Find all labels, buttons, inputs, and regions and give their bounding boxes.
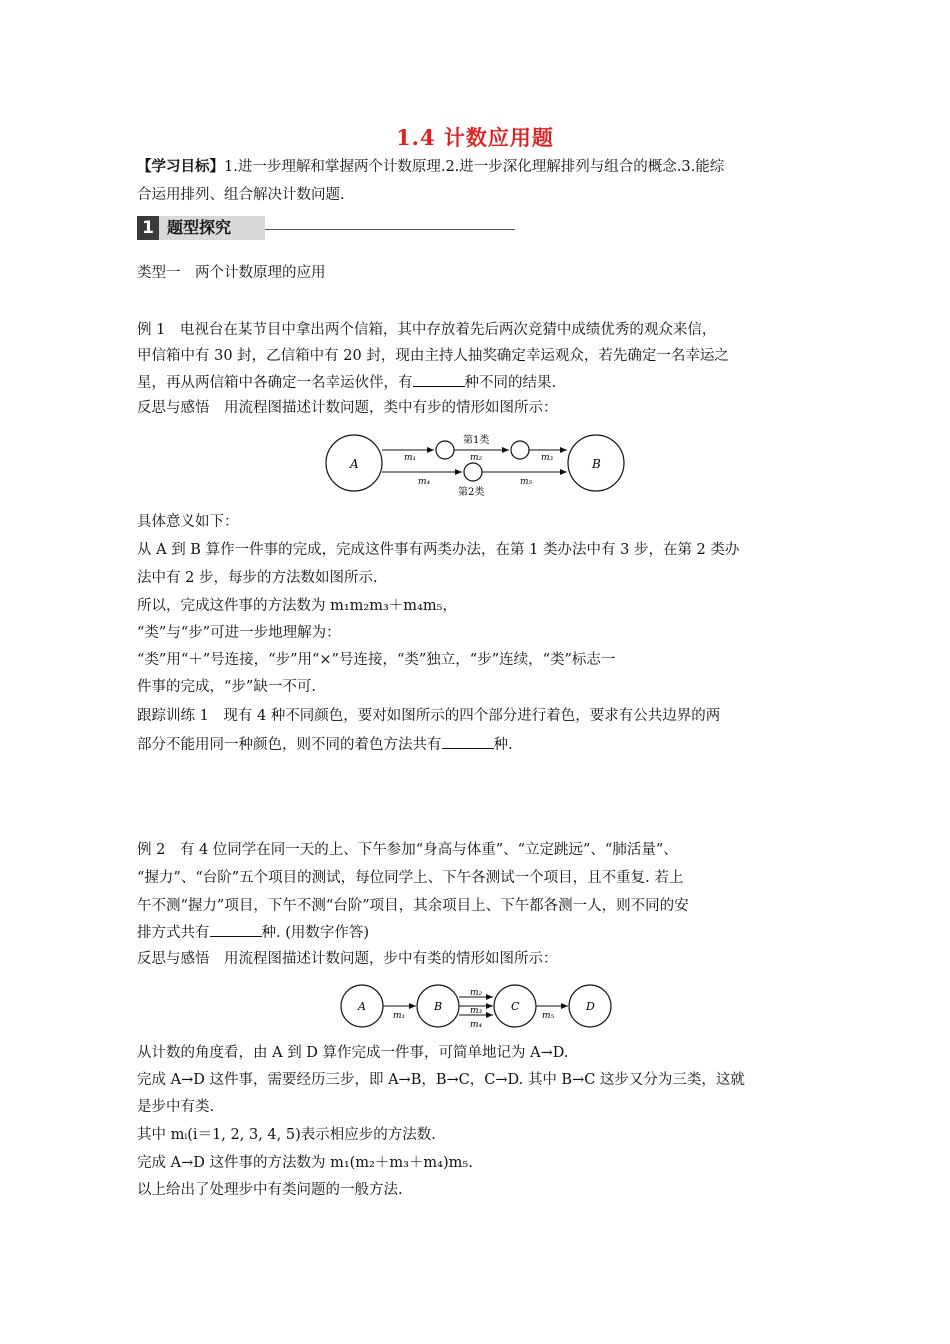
step-node-3 — [464, 463, 482, 481]
node-b2-label: B — [434, 1000, 443, 1013]
meaning-line-6: “类”用“＋”号连接，“步”用“×”号连接，“类”独立，“步”连续，“类”标志一 — [137, 652, 616, 668]
m5-label: m₅ — [520, 477, 533, 487]
example-1-text-a: 星，再从两信箱中各确定一名幸运伙伴，有 — [137, 375, 413, 391]
reflection-1: 反思与感悟 用流程图描述计数问题，类中有步的情形如图所示： — [137, 400, 558, 416]
training-1-line-1: 跟踪训练 1 现有 4 种不同颜色，要对如图所示的四个部分进行着色，要求有公共边界的两 — [137, 708, 721, 724]
example-2-line-2: “握力”、“台阶”五个项目的测试，每位同学上、下午各测试一个项目，且不重复. 若上 — [137, 870, 684, 886]
section-divider — [265, 229, 515, 230]
objectives-text-1: 1.进一步理解和掌握两个计数原理.2.进一步深化理解排列与组合的概念.3.能综 — [224, 159, 725, 175]
flowchart-categories-steps — [320, 428, 630, 498]
example-2-line-4 — [137, 922, 369, 943]
category-2-label: 第2类 — [458, 487, 485, 498]
m1-label-2: m₁ — [393, 1011, 406, 1021]
section-label: 题型探究 — [167, 218, 232, 237]
answer-blank-2 — [442, 734, 494, 749]
meaning-line-3: 法中有 2 步，每步的方法数如图所示. — [137, 570, 378, 586]
example-2-line-1: 例 2 有 4 位同学在同一天的上、下午参加“身高与体重”、“立定跳远”、“肺活量”、 — [137, 842, 678, 858]
meaning-line-1: 具体意义如下： — [137, 514, 239, 530]
answer-blank-1 — [413, 372, 465, 387]
m4-label-2: m₄ — [470, 1020, 483, 1030]
m2-label-2: m₂ — [470, 988, 483, 998]
section-number: 1 — [137, 216, 159, 240]
node-a2-label: A — [358, 1000, 366, 1013]
m4-label: m₄ — [418, 477, 431, 487]
learning-objectives-line-1 — [137, 157, 724, 177]
tail-line-6: 以上给出了处理步中有类问题的一般方法. — [137, 1182, 403, 1198]
m3-label: m₃ — [541, 453, 554, 463]
example-1-line-3 — [137, 372, 556, 393]
example-1-line-1: 例 1 电视台在某节目中拿出两个信箱，其中存放着先后两次竞猜中成绩优秀的观众来信， — [137, 322, 717, 338]
m3-label-2: m₃ — [470, 1006, 483, 1016]
node-c2-label: C — [511, 1000, 520, 1013]
example-2-text-b: 种. (用数字作答) — [261, 925, 370, 941]
meaning-line-5: “类”与“步”可进一步地理解为： — [137, 625, 341, 641]
m2-label: m₂ — [470, 453, 483, 463]
step-node-2 — [511, 441, 529, 459]
node-d2-label: D — [586, 1000, 595, 1013]
example-1-line-2: 甲信箱中有 30 封，乙信箱中有 20 封，现由主持人抽奖确定幸运观众，若先确定一名幸运之 — [137, 348, 729, 364]
section-heading — [137, 216, 265, 240]
training-1-text-b: 种. — [493, 737, 513, 753]
answer-blank-3 — [210, 922, 262, 937]
m1-label: m₁ — [404, 453, 417, 463]
training-1-text-a: 部分不能用同一种颜色，则不同的着色方法共有 — [137, 737, 442, 753]
m5-label-2: m₅ — [542, 1011, 555, 1021]
tail-line-3: 是步中有类. — [137, 1099, 215, 1115]
node-a-label: A — [350, 457, 359, 471]
tail-line-1: 从计数的角度看，由 A 到 D 算作完成一件事，可简单地记为 A→D. — [137, 1045, 569, 1061]
learning-objectives-line-2: 合运用排列、组合解决计数问题. — [137, 187, 345, 203]
tail-line-2: 完成 A→D 这件事，需要经历三步，即 A→B，B→C，C→D. 其中 B→C 这步又分为三类，这就 — [137, 1072, 745, 1088]
tail-line-4: 其中 mᵢ(i＝1, 2, 3, 4, 5)表示相应步的方法数. — [137, 1127, 436, 1143]
category-1-label: 第1类 — [463, 435, 490, 446]
page-title: 1.4 计数应用题 — [396, 125, 554, 150]
type-one-heading: 类型一 两个计数原理的应用 — [137, 265, 326, 281]
step-node-1 — [436, 441, 454, 459]
reflection-2: 反思与感悟 用流程图描述计数问题，步中有类的情形如图所示： — [137, 951, 558, 967]
meaning-line-2: 从 A 到 B 算作一件事的完成，完成这件事有两类办法，在第 1 类办法中有 3 步，在第 2 类办 — [137, 542, 740, 558]
objectives-label: 【学习目标】 — [137, 158, 224, 175]
example-2-text-a: 排方式共有 — [137, 925, 210, 941]
node-b-label: B — [592, 457, 601, 471]
example-2-line-3: 午不测“握力”项目，下午不测“台阶”项目，其余项目上、下午都各测一人，则不同的安 — [137, 898, 689, 914]
tail-line-5: 完成 A→D 这件事的方法数为 m₁(m₂＋m₃＋m₄)m₅. — [137, 1155, 473, 1171]
training-1-line-2 — [137, 734, 513, 755]
example-1-text-b: 种不同的结果. — [464, 375, 557, 391]
meaning-line-7: 件事的完成，“步”缺一不可. — [137, 679, 316, 695]
flowchart-steps-categories — [338, 981, 614, 1033]
meaning-line-4: 所以，完成这件事的方法数为 m₁m₂m₃＋m₄m₅， — [137, 598, 457, 614]
